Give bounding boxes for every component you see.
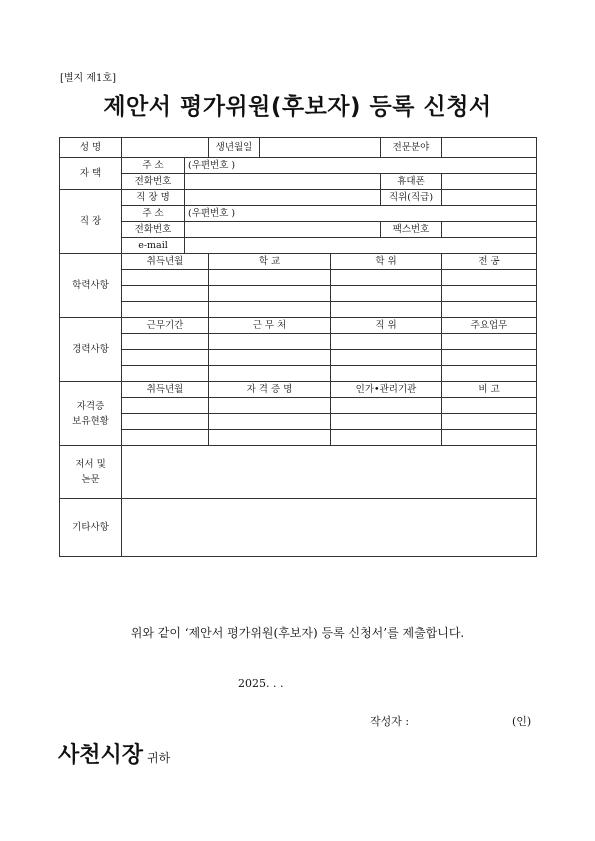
education-header-degree: 학 위	[331, 254, 442, 270]
home-section-label: 자 택	[60, 158, 122, 190]
work-phone-label: 전화번호	[122, 222, 185, 238]
birth-label: 생년월일	[209, 138, 260, 158]
form-number: [별지 제1호]	[60, 73, 116, 84]
company-field[interactable]	[185, 190, 381, 206]
publications-label-line2: 논문	[81, 474, 100, 485]
mobile-field[interactable]	[442, 174, 537, 190]
education-section-label: 학력사항	[60, 254, 122, 318]
position-label: 직위(직급)	[381, 190, 442, 206]
publications-label-line1: 저서 및	[75, 459, 106, 470]
fax-label: 팩스번호	[381, 222, 442, 238]
certificate-header-remarks: 비 고	[442, 382, 537, 398]
declaration-text: 위와 같이 ‘제안서 평가위원(후보자) 등록 신청서’를 제출합니다.	[130, 626, 465, 640]
publications-label	[60, 446, 122, 499]
education-header-school: 학 교	[209, 254, 331, 270]
name-label: 성 명	[60, 138, 122, 158]
certificate-row	[60, 414, 537, 430]
certificate-label-line2: 보유현황	[72, 415, 109, 427]
email-field[interactable]	[185, 238, 537, 254]
home-phone-label: 전화번호	[122, 174, 185, 190]
work-address-field[interactable]: (우편번호 )	[185, 206, 537, 222]
document-title: 제안서 평가위원(후보자) 등록 신청서	[103, 94, 492, 120]
birth-field[interactable]	[260, 138, 381, 158]
career-header-duties: 주요업무	[442, 318, 537, 334]
education-row	[60, 270, 537, 286]
certificate-row	[60, 398, 537, 414]
education-row	[60, 302, 537, 318]
career-header-workplace: 근 무 처	[209, 318, 331, 334]
publications-field[interactable]	[122, 446, 537, 499]
writer-label: 작성자 :	[370, 715, 410, 728]
certificate-header-date: 취득년월	[122, 382, 209, 398]
work-address-label: 주 소	[122, 206, 185, 222]
career-section-label: 경력사항	[60, 318, 122, 382]
other-label: 기타사항	[60, 499, 122, 557]
fax-field[interactable]	[442, 222, 537, 238]
career-header-period: 근무기간	[122, 318, 209, 334]
email-label: e-mail	[122, 238, 185, 254]
company-label: 직 장 명	[122, 190, 185, 206]
addressee-name: 사천시장	[58, 743, 144, 768]
application-form-table	[59, 137, 537, 557]
other-field[interactable]	[122, 499, 537, 557]
home-phone-field[interactable]	[185, 174, 381, 190]
field-label: 전문분야	[381, 138, 442, 158]
work-phone-field[interactable]	[185, 222, 381, 238]
date-line: 2025. . .	[238, 677, 284, 690]
home-address-label: 주 소	[122, 158, 185, 174]
seal-label: (인)	[512, 715, 532, 728]
career-row	[60, 350, 537, 366]
certificate-header-agency: 인가•관리기관	[331, 382, 442, 398]
addressee-honorific: 귀하	[147, 751, 171, 765]
certificate-row	[60, 430, 537, 446]
career-header-position: 직 위	[331, 318, 442, 334]
education-row	[60, 286, 537, 302]
mobile-label: 휴대폰	[381, 174, 442, 190]
field-input[interactable]	[442, 138, 537, 158]
certificate-header-name: 자 격 증 명	[209, 382, 331, 398]
home-address-field[interactable]: (우편번호 )	[185, 158, 537, 174]
addressee	[58, 738, 170, 769]
name-field[interactable]	[122, 138, 209, 158]
position-field[interactable]	[442, 190, 537, 206]
certificate-label-line1: 자격증	[76, 400, 105, 412]
certificate-section-label	[60, 382, 122, 446]
education-header-date: 취득년월	[122, 254, 209, 270]
education-header-major: 전 공	[442, 254, 537, 270]
career-row	[60, 334, 537, 350]
career-row	[60, 366, 537, 382]
work-section-label: 직 장	[60, 190, 122, 254]
